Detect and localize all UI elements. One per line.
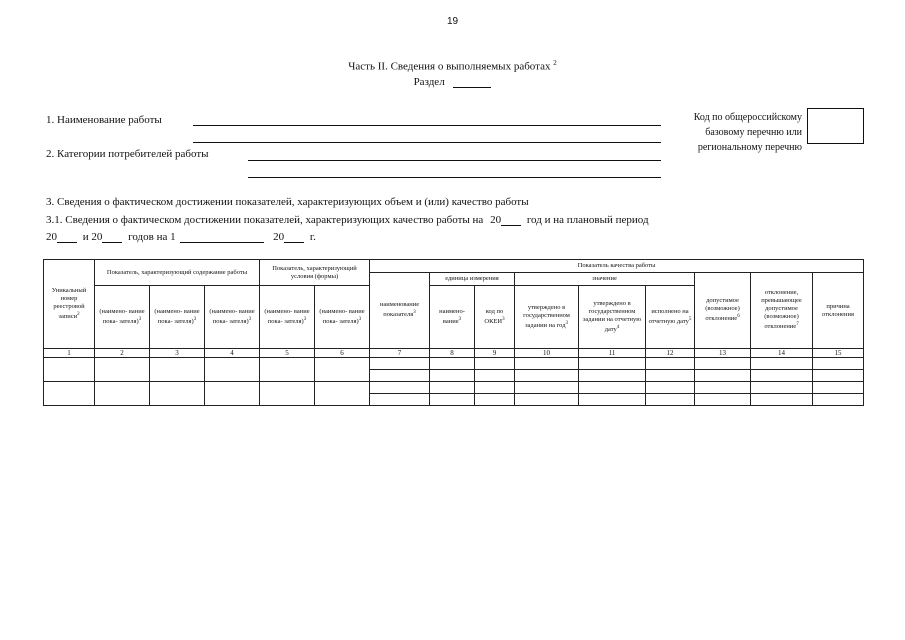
part-title (0, 59, 905, 73)
data-cell[interactable] (370, 358, 430, 370)
content-name-1-text: (наимено- вание пока- зателя) (99, 307, 145, 326)
okei-footnote: 3 (502, 316, 505, 322)
data-cell[interactable] (646, 382, 695, 394)
data-cell[interactable] (579, 358, 646, 370)
indicator-name-text: наименование показателя (379, 301, 420, 319)
quality-indicators-table (43, 259, 864, 406)
data-cell[interactable] (515, 394, 579, 406)
col-num-5: 5 (260, 349, 315, 358)
data-cell[interactable] (515, 382, 579, 394)
data-cell[interactable] (475, 358, 515, 370)
content-name-3-footnote: 3 (248, 316, 252, 322)
data-cell[interactable] (475, 394, 515, 406)
header-deviation-reason: причина отклонения (813, 273, 864, 349)
condition-name-2-text: (наимено- вание пока- зателя) (319, 307, 365, 326)
col-num-3: 3 (150, 349, 205, 358)
content-name-1-footnote: 3 (138, 316, 142, 322)
header-content-name-1 (95, 286, 150, 349)
col-num-9: 9 (475, 349, 515, 358)
condition-name-1-footnote: 3 (303, 316, 307, 322)
col-num-15: 15 (813, 349, 864, 358)
header-fulfilled (646, 286, 695, 349)
header-condition-name-2 (315, 286, 370, 349)
data-cell[interactable] (150, 358, 205, 382)
data-cell[interactable] (430, 370, 475, 382)
data-cell[interactable] (370, 382, 430, 394)
data-cell[interactable] (579, 382, 646, 394)
indicator-name-footnote: 3 (413, 310, 416, 316)
data-cell[interactable] (751, 358, 813, 370)
exceeding-deviation-footnote: 7 (796, 322, 799, 328)
data-cell[interactable] (44, 382, 95, 406)
part-title-text: Часть II. Сведения о выполняемых работах (348, 60, 551, 73)
data-cell[interactable] (430, 382, 475, 394)
col-num-1: 1 (44, 349, 95, 358)
header-value-group: значение (515, 273, 695, 286)
header-approved-date (579, 286, 646, 349)
data-cell[interactable] (515, 358, 579, 370)
col-num-14: 14 (751, 349, 813, 358)
header-approved-year (515, 286, 579, 349)
approved-date-footnote: 4 (616, 324, 620, 330)
col-num-4: 4 (205, 349, 260, 358)
data-cell[interactable] (370, 394, 430, 406)
col-num-11: 11 (579, 349, 646, 358)
col-num-13: 13 (695, 349, 751, 358)
content-name-2-footnote: 3 (193, 316, 197, 322)
section-line (0, 76, 905, 88)
col-num-8: 8 (430, 349, 475, 358)
consumer-categories-label: 2. Категории потребителей работы (46, 148, 209, 160)
data-cell[interactable] (751, 370, 813, 382)
data-cell[interactable] (95, 358, 150, 382)
table-row (44, 382, 864, 394)
plan-year2-prefix: и 20 (82, 231, 103, 243)
consumer-categories-field-line2[interactable] (248, 177, 661, 178)
header-unit-name (430, 286, 475, 349)
col-num-6: 6 (315, 349, 370, 358)
work-name-label: 1. Наименование работы (46, 114, 162, 126)
col-num-10: 10 (515, 349, 579, 358)
allowed-deviation-text: допустимое (возможное) отклонение (705, 297, 740, 323)
header-unit-group: единица измерения (430, 273, 515, 286)
data-cell[interactable] (813, 370, 864, 382)
code-label-line3: региональному перечню (697, 142, 802, 153)
header-registry-record (44, 260, 95, 349)
data-cell[interactable] (695, 358, 751, 370)
data-cell[interactable] (695, 382, 751, 394)
data-cell[interactable] (695, 394, 751, 406)
data-cell[interactable] (370, 370, 430, 382)
condition-name-1-text: (наимено- вание пока- зателя) (264, 307, 310, 326)
header-registry-record-text: Уникальный номер реестровой записи (51, 286, 87, 321)
table-row (44, 358, 864, 370)
data-cell[interactable] (315, 382, 370, 406)
section-number-field[interactable] (453, 76, 491, 88)
plan-year1-field[interactable] (57, 231, 77, 243)
data-cell[interactable] (475, 382, 515, 394)
col-num-7: 7 (370, 349, 430, 358)
code-input-box[interactable] (807, 108, 864, 144)
col-num-2: 2 (95, 349, 150, 358)
data-cell[interactable] (430, 358, 475, 370)
fulfilled-text: исполнено на отчетную дату (648, 307, 689, 326)
header-indicator-name (370, 273, 430, 349)
data-cell[interactable] (813, 394, 864, 406)
okei-text: код по ОКЕИ (484, 307, 504, 326)
page-number: 19 (446, 16, 459, 27)
report-year-field[interactable] (501, 214, 521, 226)
section3-1-line1 (46, 214, 649, 226)
data-cell[interactable] (260, 382, 315, 406)
section3-1-text-b: год и на плановый период (526, 214, 649, 226)
section3-heading: 3. Сведения о фактическом достижении показателей, характеризующих объем и (или) качество работы (46, 196, 529, 208)
approved-year-footnote: 3 (565, 320, 569, 326)
content-name-2-text: (наимено- вание пока- зателя) (154, 307, 200, 326)
registry-footnote: 2 (77, 311, 80, 317)
plan-year2-field[interactable] (102, 231, 122, 243)
allowed-deviation-footnote: 6 (737, 314, 740, 320)
data-cell[interactable] (751, 382, 813, 394)
section-label: Раздел (413, 76, 445, 88)
data-cell[interactable] (813, 358, 864, 370)
date-day-month-field[interactable] (180, 231, 264, 243)
header-content-name-2 (150, 286, 205, 349)
header-exceeding-deviation (751, 273, 813, 349)
data-cell[interactable] (646, 370, 695, 382)
header-content-name-3 (205, 286, 260, 349)
code-label-line1: Код по общероссийскому (693, 112, 802, 123)
header-quality-indicator: Показатель качества работы (370, 260, 864, 273)
section3-1-text: 3.1. Сведения о фактическом достижении показателей, характеризующих качество работы на (46, 214, 484, 226)
data-cell[interactable] (430, 394, 475, 406)
section3-1-line2 (46, 231, 316, 243)
data-cell[interactable] (695, 370, 751, 382)
plan-year1-prefix: 20 (46, 231, 57, 243)
consumer-categories-field[interactable] (248, 160, 661, 161)
unit-name-footnote: 3 (458, 316, 462, 322)
column-numbers-row (44, 349, 864, 358)
data-cell[interactable] (646, 394, 695, 406)
approved-year-text: утверждено в государственном задании на год (523, 303, 570, 330)
code-label (672, 110, 802, 155)
date-prefix: годов на 1 (128, 231, 176, 243)
section3-1-year-prefix: 20 (490, 214, 502, 226)
fulfilled-footnote: 5 (688, 316, 692, 322)
data-cell[interactable] (205, 358, 260, 382)
header-content-indicator: Показатель, характеризующий содержание работы (95, 260, 260, 286)
exceeding-deviation-text: отклонение, превышающее допустимое (возможное) отклонение (761, 289, 802, 331)
data-cell[interactable] (579, 370, 646, 382)
header-allowed-deviation (695, 273, 751, 349)
unit-name-text: наимено- вание (439, 307, 465, 326)
data-cell[interactable] (475, 370, 515, 382)
date-year-field[interactable] (284, 231, 304, 243)
data-cell[interactable] (579, 394, 646, 406)
data-cell[interactable] (646, 358, 695, 370)
data-cell[interactable] (515, 370, 579, 382)
approved-date-text: утверждено в государственном задании на отчетную дату (582, 299, 642, 334)
work-name-field-line2[interactable] (193, 142, 661, 143)
date-suffix: г. (309, 231, 316, 243)
data-cell[interactable] (751, 394, 813, 406)
data-cell[interactable] (205, 382, 260, 406)
data-cell[interactable] (150, 382, 205, 406)
header-conditions-indicator: Показатель, характеризующий условия (формы) (260, 260, 370, 286)
condition-name-2-footnote: 3 (358, 316, 362, 322)
content-name-3-text: (наимено- вание пока- зателя) (209, 307, 255, 326)
date-year-prefix: 20 (273, 231, 285, 243)
header-okei-code (475, 286, 515, 349)
data-cell[interactable] (315, 358, 370, 382)
data-cell[interactable] (260, 358, 315, 382)
col-num-12: 12 (646, 349, 695, 358)
data-cell[interactable] (44, 358, 95, 382)
work-name-field[interactable] (193, 125, 661, 126)
code-label-line2: базовому перечню или (705, 127, 802, 138)
data-cell[interactable] (95, 382, 150, 406)
part-title-footnote: 2 (553, 59, 557, 67)
data-cell[interactable] (813, 382, 864, 394)
header-condition-name-1 (260, 286, 315, 349)
